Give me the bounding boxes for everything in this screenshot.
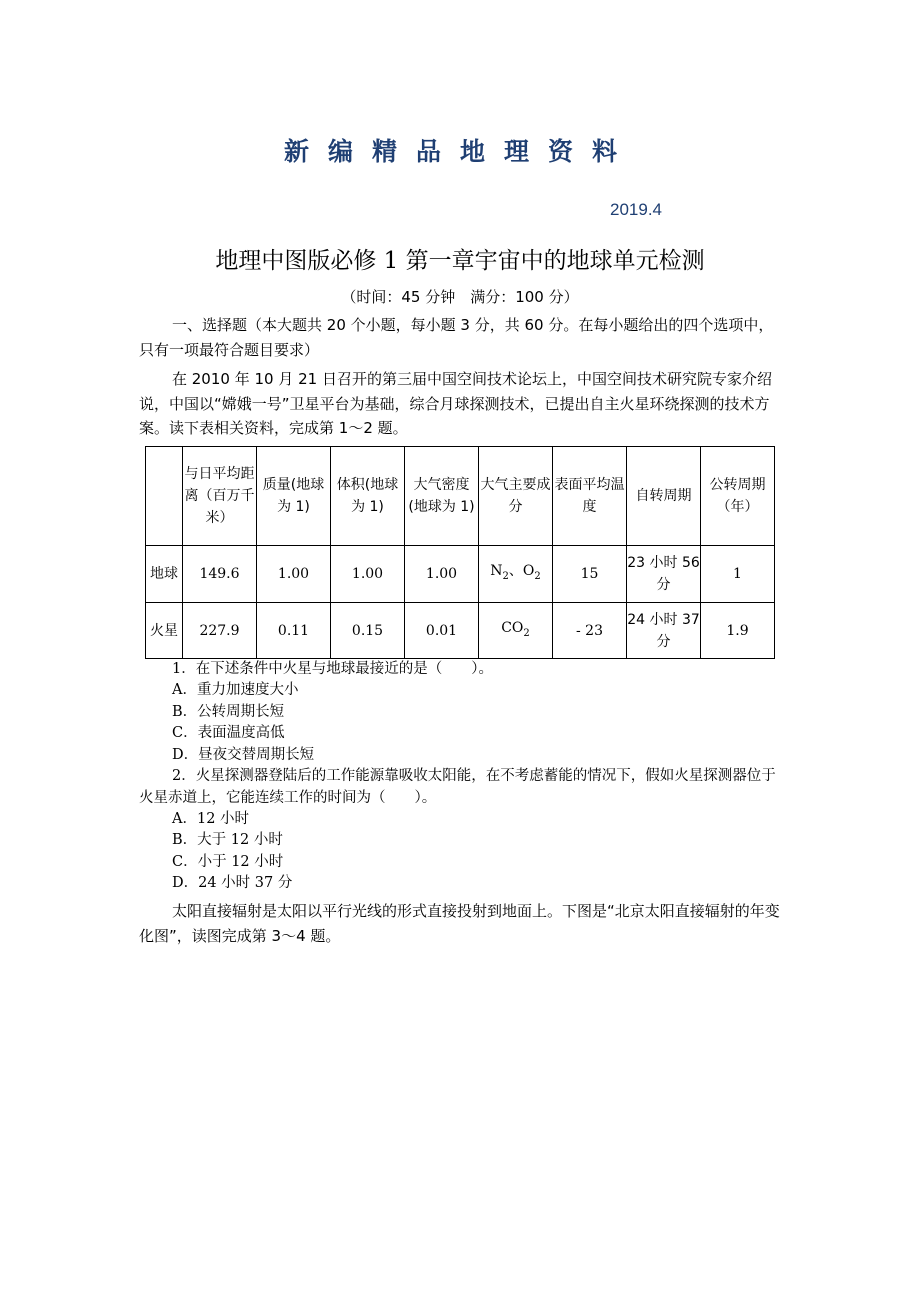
question-2-option: C．小于 12 小时 — [172, 854, 284, 870]
cell-distance: 149.6 — [183, 546, 257, 603]
cell-mass: 1.00 — [257, 546, 331, 603]
cell-atmosphere: $CO_2$ — [479, 603, 553, 659]
question-1-option: D．昼夜交替周期长短 — [172, 747, 315, 763]
table-row — [146, 546, 775, 603]
question-2-stem: 2．火星探测器登陆后的工作能源靠吸收太阳能，在不考虑蓄能的情况下，假如火星探测器位于火星赤道上，它能连续工作的时间为（ ）。 — [139, 768, 776, 806]
question-2-option: B．大于 12 小时 — [172, 832, 283, 848]
cell-volume: 1.00 — [331, 546, 405, 603]
question-1-option: B．公转周期长短 — [172, 704, 285, 720]
document-title: 地理中图版必修 1 第一章宇宙中的地球单元检测 — [215, 248, 705, 274]
cell-density: 1.00 — [405, 546, 479, 603]
table-header-cell — [146, 447, 183, 546]
table-header-cell: 质量(地球为 1) — [257, 447, 331, 546]
question-1-option: A．重力加速度大小 — [172, 682, 299, 698]
table-header-cell: 与日平均距离（百万千米） — [183, 447, 257, 546]
cell-rotation: 24 小时 37 分 — [627, 603, 701, 659]
table-header-cell: 公转周期（年） — [701, 447, 775, 546]
table-header-cell: 体积(地球为 1) — [331, 447, 405, 546]
passage-2: 太阳直接辐射是太阳以平行光线的形式直接投射到地面上。下图是“北京太阳直接辐射的年变化图”，读图完成第 3～4 题。 — [139, 902, 780, 945]
header-date: 2019.4 — [610, 200, 662, 219]
question-2-option: D．24 小时 37 分 — [172, 875, 293, 891]
cell-atmosphere: $N_2$、$O_2$ — [479, 546, 553, 603]
exam-meta: （时间：45 分钟 满分：100 分） — [341, 288, 579, 306]
question-1-option: C．表面温度高低 — [172, 725, 285, 741]
cell-volume: 0.15 — [331, 603, 405, 659]
table-header-cell: 大气密度(地球为 1) — [405, 447, 479, 546]
row-name: 地球 — [146, 546, 183, 603]
question-2-option: A．12 小时 — [172, 811, 250, 827]
table-header-cell: 自转周期 — [627, 447, 701, 546]
section-intro: 一、选择题（本大题共 20 个小题，每小题 3 分，共 60 分。在每小题给出的四个选项中，只有一项最符合题目要求） — [139, 316, 774, 359]
cell-temperature: 15 — [553, 546, 627, 603]
table-header-row — [146, 447, 775, 546]
passage-1: 在 2010 年 10 月 21 日召开的第三届中国空间技术论坛上，中国空间技术研究院专家介绍说，中国以“嫦娥一号”卫星平台为基础，综合月球探测技术，已提出自主火星环绕探测的技术方案。读下表相关资料，完成第 1～2 题。 — [139, 370, 772, 437]
cell-temperature: - 23 — [553, 603, 627, 659]
question-1-stem: 1．在下述条件中火星与地球最接近的是（ ）。 — [172, 661, 493, 677]
table-header-cell: 表面平均温度 — [553, 447, 627, 546]
table-header-cell: 大气主要成分 — [479, 447, 553, 546]
cell-rotation: 23 小时 56 分 — [627, 546, 701, 603]
cell-density: 0.01 — [405, 603, 479, 659]
cell-distance: 227.9 — [183, 603, 257, 659]
cell-revolution: 1 — [701, 546, 775, 603]
row-name: 火星 — [146, 603, 183, 659]
header-title: 新编精品地理资料 — [283, 137, 636, 166]
cell-mass: 0.11 — [257, 603, 331, 659]
table-row — [146, 603, 775, 659]
cell-revolution: 1.9 — [701, 603, 775, 659]
planet-data-table — [145, 446, 775, 659]
